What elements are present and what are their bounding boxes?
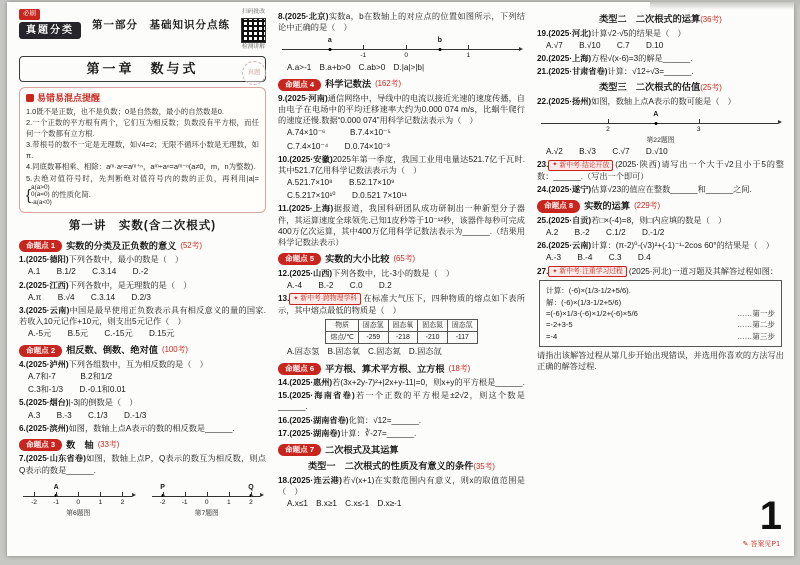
- question-text: 估算√23的值应在整数______和______之间.: [591, 185, 752, 195]
- question-options: A.3 B.-3 C.1/3 D.-1/3: [28, 410, 147, 420]
- new-exam-tag-label: 新中考·注重学习过程: [559, 267, 623, 275]
- tick-label: -1: [53, 498, 60, 506]
- tips-title: 易错易混点提醒: [37, 92, 101, 103]
- type-count: (25考): [700, 83, 722, 93]
- topic-count: (162考): [375, 79, 402, 89]
- question-label: 7.(2025·山东省卷): [19, 454, 86, 464]
- tick: [251, 492, 252, 497]
- solution-expression: =(-6)×1/3-(-6)×1/2+(-6)×5/6: [546, 309, 638, 318]
- tick-label: -2: [31, 498, 37, 506]
- question-14: [278, 377, 525, 388]
- type-title: 二次根式的性质及有意义的条件: [344, 461, 474, 472]
- tick: [56, 492, 57, 497]
- question-15: [278, 390, 525, 412]
- tick: [122, 492, 123, 497]
- new-exam-tag-label: 新中考·跨物理学科: [300, 295, 358, 303]
- question-label: 15.(2025·海南省卷): [278, 391, 355, 401]
- step-label: ……第三步: [737, 331, 775, 341]
- tick-label: -2: [159, 498, 166, 506]
- tips-box: [19, 87, 266, 213]
- solution-expression: 解：(-6)×(1/3-1/2+5/6): [546, 297, 622, 307]
- topic-count: (52考): [180, 240, 203, 250]
- question-label: 10.(2025·安徽): [278, 154, 333, 164]
- point-dot: [438, 48, 441, 51]
- tick-label: 2: [120, 498, 125, 506]
- question-label: 6.(2025·滨州): [19, 423, 69, 433]
- question-label: 22.(2025·扬州): [537, 96, 592, 106]
- solution-expression: 计算：(-6)×(1/3-1/2+5/6).: [546, 286, 631, 296]
- piecewise-case: a(a>0): [31, 184, 50, 192]
- question-label: 8.(2025·北京): [278, 12, 329, 21]
- tick: [229, 492, 230, 497]
- question-text: 计算：(π-2)⁰-(√3)²+(-1)⁻¹-2cos 60°的结果是（ ）: [591, 241, 774, 251]
- figures-row: [19, 480, 266, 518]
- topic-title: 实数的分类及正负数的意义: [66, 240, 177, 251]
- seal-stamp: 真题: [242, 61, 266, 85]
- scan-artifact: [650, 0, 800, 10]
- question-text: 在标准大气压下，四种物质的熔点如下表所示，其中熔点最低的物质是（ ）: [278, 293, 525, 315]
- type-title: 二次根式的运算: [635, 14, 701, 24]
- table-cell: -259: [358, 332, 388, 344]
- question-options: A.-5元 B.5元 C.-15元 D.15元: [28, 329, 175, 339]
- topic-title: 平方根、算术平方根、立方根: [325, 363, 445, 374]
- question-label: 23.: [537, 160, 549, 170]
- question-label: 24.(2025·遂宁): [537, 185, 592, 195]
- topic-title: 科学记数法: [325, 79, 372, 90]
- question-text: 如图，数轴上点P，Q表示的数互为相反数，则点Q表示的数是______.: [19, 454, 266, 475]
- question-text: 化简：√12=______.: [348, 415, 422, 425]
- solution-line: [546, 308, 775, 319]
- question-options: A.2 B.-2 C.1/2 D.-1/2: [546, 228, 665, 238]
- question-label: 16.(2025·湖南省卷): [278, 415, 349, 425]
- table-row: [326, 332, 477, 344]
- type-title: 二次根式的估值: [635, 82, 701, 93]
- table-cell: -218: [388, 332, 418, 344]
- axis-line: [152, 496, 261, 497]
- axis-line: [282, 49, 519, 50]
- question-label: 19.(2025·河北): [537, 28, 592, 38]
- new-exam-icon: ✦: [293, 295, 299, 302]
- topic-badge: 命题点 5: [278, 253, 321, 265]
- point-dot: [328, 48, 331, 51]
- topic-point-3: [19, 439, 266, 452]
- question-label: 26.(2025·云南): [537, 241, 592, 251]
- table-cell: -210: [418, 332, 448, 344]
- figure-q7: [148, 480, 267, 518]
- axis-arrow-icon: [519, 47, 523, 51]
- tips-icon: [26, 94, 34, 102]
- tick-label: 0: [204, 498, 209, 506]
- tip-5-text-end: 的性质化简.: [51, 190, 91, 200]
- question-text: 下列各组数中，互为相反数的是（ ）: [68, 359, 208, 369]
- question-options: A.7和-7 B.2和1/2: [28, 372, 113, 382]
- new-exam-icon: ✦: [552, 268, 558, 275]
- number-line-q7: [152, 482, 263, 508]
- question-options: A.x≤1 B.x≥1 C.x≤-1 D.x≥-1: [287, 499, 402, 509]
- solution-expression: =-4: [546, 331, 558, 341]
- middle-column: [278, 9, 525, 550]
- type-heading-1: [278, 460, 525, 473]
- tick-label: -1: [181, 498, 188, 506]
- question-options: C.7.4×10⁻⁴ D.0.74×10⁻³: [287, 141, 390, 151]
- piecewise-case: -a(a<0): [31, 198, 52, 206]
- topic-point-2: [19, 344, 266, 357]
- question-text: (2025·河北)一道习题及其解答过程如图：: [628, 266, 779, 276]
- question-options: A.521.7×10⁸ B.52.17×10⁹: [287, 178, 395, 188]
- topic-title: 相反数、倒数、绝对值: [66, 345, 158, 356]
- type-label: 类型三: [599, 82, 627, 93]
- point-label: A: [53, 483, 59, 491]
- question-options: C.3和-1/3 D.-0.1和0.01: [28, 385, 126, 395]
- topic-count: (100考): [162, 345, 188, 355]
- tip-5: [26, 174, 259, 207]
- question-25: [537, 215, 784, 238]
- question-options: C.5.217×10¹⁰ D.0.521 7×10¹¹: [287, 191, 407, 201]
- pencil-icon: ✎: [742, 541, 749, 549]
- topic-badge: 命题点 6: [278, 363, 321, 375]
- question-12: [278, 268, 525, 291]
- question-26: [537, 240, 784, 263]
- solution-line: [546, 319, 775, 330]
- question-label: 17.(2025·湖南卷): [278, 428, 341, 438]
- question-label: 5.(2025·烟台): [19, 398, 69, 408]
- question-11: [278, 203, 525, 248]
- type-label: 类型二: [599, 14, 627, 24]
- question-text: 如图，数轴上点A表示的数的相反数是______.: [68, 423, 235, 433]
- page-header: [19, 9, 266, 51]
- topic-count: (65考): [393, 253, 416, 263]
- axis-arrow-icon: [260, 493, 264, 497]
- question-label: 2.(2025·江西): [19, 280, 69, 290]
- point-label: b: [437, 37, 442, 45]
- question-18: [278, 475, 525, 509]
- axis-arrow-icon: [778, 120, 782, 124]
- axis-line: [23, 496, 132, 497]
- topic-badge: 命题点 1: [19, 240, 62, 252]
- tip-4: 4.同底数幂相乘、相除：aᵐ·aⁿ=aᵐ⁺ⁿ，aᵐ÷aⁿ=aᵐ⁻ⁿ(a≠0，m，n为整数).: [26, 162, 256, 172]
- question-options: A.1 B.1/2 C.3.14 D.-2: [28, 267, 149, 277]
- solution-line: [546, 285, 775, 296]
- tick-label: 2: [249, 498, 253, 506]
- chapter-title: 第一章 数与式: [19, 56, 266, 82]
- question-20: [537, 53, 784, 64]
- question-8: [278, 11, 525, 73]
- tick: [78, 492, 79, 497]
- figure-caption: 第6题图: [66, 509, 91, 517]
- tick: [608, 119, 609, 124]
- new-exam-tag-label: 新中考·结论开放: [559, 161, 610, 169]
- tick-label: 2: [606, 125, 610, 133]
- solution-expression: =-2+3-5: [546, 320, 573, 330]
- tick: [185, 492, 186, 497]
- question-options: A.π B.√4 C.3.14 D.2/3: [28, 292, 151, 302]
- tick: [468, 45, 469, 50]
- piecewise-case: 0(a=0): [31, 191, 50, 199]
- step-label: ……第二步: [737, 320, 775, 330]
- question-text: 若√(x+1)在实数范围内有意义，则x的取值范围是（ ）: [278, 476, 525, 497]
- topic-count: (18考): [448, 363, 471, 373]
- question-text: 方程√(x-6)=3的解是______.: [591, 53, 693, 63]
- left-column: [19, 9, 266, 550]
- table-row: [326, 319, 477, 331]
- qr-caption-top: 扫码批改: [241, 9, 266, 15]
- number-line-q22: [541, 109, 780, 135]
- point-label: A: [653, 110, 659, 118]
- question-text: (2025·陕西)请写出一个大于√2且小于5的整数：______.（写出一个即可）: [537, 160, 784, 182]
- question-text: |-3|的倒数是（ ）: [68, 398, 138, 408]
- question-label: 27.: [537, 266, 549, 276]
- question-label: 4.(2025·泸州): [19, 359, 69, 369]
- qr-code: [241, 18, 266, 43]
- tick: [163, 492, 164, 497]
- topic-count: (229考): [634, 201, 661, 211]
- tick-label: 3: [696, 125, 701, 133]
- question-text: 通信网络中，导线中的电流以接近光速的速度传播，自由电子在电场中的平均迁移速率大约为0.000 074 m/s，比蜗牛爬行的速度还慢.数据“0.000 074”用科学记数法表示为（ ）: [278, 93, 525, 126]
- tick-label: 0: [76, 498, 81, 506]
- question-7: [19, 453, 266, 475]
- type-label: 类型一: [307, 461, 336, 472]
- question-label: 1.(2025·德阳): [19, 255, 69, 265]
- solution-box: [539, 280, 782, 347]
- question-text: 中国是最早使用正负数表示具有相反意义的量的国家.若收入10元记作+10元，则支出5元记作（ ）: [19, 305, 266, 327]
- question-17: [278, 428, 525, 439]
- tick: [363, 45, 364, 50]
- question-23: [537, 159, 784, 182]
- question-6: [19, 423, 266, 434]
- tick: [207, 492, 208, 497]
- question-options: A.-3 B.-4 C.3 D.4: [546, 253, 651, 263]
- page-number: 1: [759, 494, 782, 538]
- type-heading-3: [537, 81, 784, 94]
- axis-line: [541, 123, 778, 124]
- question-label: 25.(2025·自贡): [537, 215, 592, 225]
- question-label: 11.(2025·上海): [278, 204, 334, 214]
- tick-label: 1: [227, 498, 231, 506]
- topic-count: (33考): [97, 439, 120, 449]
- topic-title: 数 轴: [66, 439, 94, 450]
- topic-title: 二次根式及其运算: [325, 444, 399, 455]
- question-24: [537, 184, 784, 195]
- question-5: [19, 397, 266, 420]
- tick-label: 1: [98, 498, 103, 506]
- question-options: A.a>-1 B.a+b>0 C.ab>0 D.|a|>|b|: [287, 63, 425, 73]
- new-exam-tag: [548, 160, 613, 171]
- table-cell: 熔点/℃: [326, 332, 358, 344]
- question-text: 实数a，b在数轴上的对应点的位置如图所示，下列结论中正确的是（ ）: [278, 12, 525, 33]
- new-exam-icon: ✦: [552, 162, 558, 169]
- question-label: 18.(2025·连云港): [278, 476, 342, 486]
- tick: [100, 492, 101, 497]
- figure-caption: 第22题图: [646, 136, 675, 144]
- qr-caption-bottom: 检测讲解: [241, 43, 266, 50]
- topic-point-4: [278, 78, 525, 91]
- topic-title: 实数的运算: [584, 201, 631, 212]
- question-text: 若(3x+2y-7)²+|2x+y-11|=0，则x+y的平方根是______.: [332, 378, 525, 388]
- type-heading-2: [537, 13, 784, 26]
- answers-reference: [743, 540, 780, 550]
- question-text: 下列各数中，比-3小的数是（ ）: [332, 268, 455, 278]
- table-cell: -117: [447, 332, 477, 344]
- topic-badge: 命题点 2: [19, 345, 62, 357]
- solution-line: [546, 297, 775, 308]
- question-22: [537, 96, 784, 158]
- tick-label: -1: [360, 52, 367, 60]
- type-count: (35考): [473, 462, 496, 472]
- workbook-page: [7, 2, 794, 556]
- new-exam-tag: [548, 266, 626, 277]
- topic-badge: 命题点 7: [278, 444, 321, 456]
- axis-arrow-icon: [132, 493, 136, 497]
- qr-block: [241, 9, 266, 51]
- table-cell: 固态氙: [447, 319, 477, 331]
- tick: [699, 119, 700, 124]
- figure-caption: 第7题图: [194, 509, 219, 517]
- question-27: [537, 266, 784, 373]
- tip-2: 2.一个正数的平方根有两个，它们互为相反数；负数没有平方根，而任何一个数都有立方根.: [26, 118, 259, 138]
- number-line-q8: [282, 35, 521, 61]
- question-options: A.√7 B.√10 C.7 D.10: [546, 40, 664, 50]
- tick: [34, 492, 35, 497]
- question-text: 若□×(-4)=8，则□内应填的数是（ ）: [591, 215, 727, 225]
- question-options: A.固态氢 B.固态氧 C.固态氮 D.固态氙: [287, 347, 442, 357]
- topic-point-8: [537, 200, 784, 213]
- question-9: [278, 93, 525, 152]
- melting-point-table: [325, 319, 477, 345]
- question-16: [278, 415, 525, 426]
- series-badge: 真题分类: [19, 22, 81, 40]
- new-exam-tag: [289, 293, 361, 304]
- tip-5-text: 5.去绝对值符号时，先判断绝对值符号内的数的正负，再利用|a|=: [26, 173, 259, 183]
- solution-line: [546, 331, 775, 342]
- type-count: (36考): [700, 15, 722, 24]
- table-cell: 固态氢: [358, 319, 388, 331]
- tip-3: 3.带根号的数不一定是无理数，如√4=2；无限不循环小数是无理数，如π.: [26, 140, 259, 160]
- question-options: A.74×10⁻⁶ B.7.4×10⁻⁵: [287, 128, 391, 138]
- question-options: A.√2 B.√3 C.√7 D.√10: [546, 147, 668, 157]
- question-text: 2025年第一季度，我国工业用电量达521.7亿千瓦时.其中521.7亿用科学记数法表示为（ ）: [278, 154, 526, 175]
- question-text: 计算：√12÷√3=______.: [607, 67, 694, 77]
- tip-1: 1.0既不是正数，也不是负数；0是自然数，最小的自然数是0.: [26, 106, 224, 116]
- question-label: 20.(2025·上海): [537, 53, 592, 63]
- tick-label: 0: [404, 52, 409, 60]
- table-cell: 固态氧: [388, 319, 418, 331]
- question-closing-text: 请指出该解答过程从第几步开始出现错误，并选用你喜欢的方法写出正确的解答过程.: [537, 351, 784, 372]
- question-3: [19, 305, 266, 339]
- question-13: [278, 293, 525, 358]
- badge-stack: [19, 9, 81, 39]
- series-tab: 必刷: [19, 9, 40, 20]
- question-text: 据报道，我国科研团队成功研制出一种新型分子器件，其运算速度全球领先.已知1皮秒等于10⁻¹²秒，该器件每秒可完成400万亿次运算，其中400万亿用科学记数法表示为______.（结果用科学记数法表示）: [278, 204, 525, 247]
- question-text: 下列各数中，是无理数的是（ ）: [68, 280, 192, 290]
- table-cell: 固态氮: [418, 319, 448, 331]
- question-label: 13.: [278, 293, 290, 303]
- question-4: [19, 359, 266, 395]
- question-text: 计算√2·√5的结果是（ ）: [591, 28, 686, 38]
- topic-point-1: [19, 240, 266, 253]
- part-title: 第一部分 基础知识分点练: [92, 19, 230, 31]
- piecewise-definition: [26, 184, 52, 206]
- answers-reference-label: 答案见P1: [750, 541, 780, 549]
- question-21: [537, 66, 784, 77]
- point-label: Q: [248, 483, 254, 491]
- topic-point-6: [278, 363, 525, 376]
- question-2: [19, 280, 266, 303]
- number-line-q6: [23, 482, 134, 508]
- tick: [406, 45, 407, 50]
- question-text: 如图，数轴上点A表示的数可能是（ ）: [591, 96, 736, 106]
- question-text: 若一个正数的平方根是±2√2，则这个数是______.: [278, 391, 525, 412]
- question-label: 21.(2025·甘肃省卷): [537, 67, 608, 77]
- step-label: ……第一步: [737, 309, 775, 318]
- point-label: P: [160, 483, 165, 491]
- topic-badge: 命题点 8: [537, 200, 580, 212]
- question-19: [537, 28, 784, 51]
- table-cell: 物质: [326, 319, 358, 331]
- question-1: [19, 254, 266, 277]
- question-options: A.-4 B.-2 C.0 D.2: [287, 280, 392, 290]
- question-label: 12.(2025·山西): [278, 268, 333, 278]
- topic-badge: 命题点 4: [278, 79, 321, 91]
- topic-point-5: [278, 253, 525, 266]
- topic-title: 实数的大小比较: [325, 254, 390, 265]
- topic-point-7: [278, 444, 525, 457]
- question-text: 计算：∛-27=______.: [340, 428, 417, 438]
- question-10: [278, 154, 525, 202]
- question-label: 3.(2025·云南): [19, 305, 70, 315]
- figure-q6: [19, 480, 138, 518]
- tick-label: 1: [466, 52, 471, 60]
- question-label: 9.(2025·河南): [278, 93, 328, 103]
- brace-glyph: {: [26, 186, 32, 204]
- question-text: 下列各数中，最小的数是（ ）: [68, 255, 184, 265]
- question-label: 14.(2025·惠州): [278, 378, 333, 388]
- point-label: a: [327, 37, 332, 45]
- point-dot: [654, 122, 657, 125]
- right-column: [537, 9, 784, 550]
- tips-title-row: [26, 92, 259, 105]
- topic-badge: 命题点 3: [19, 439, 62, 451]
- section-title: 第一讲 实数(含二次根式): [68, 220, 217, 233]
